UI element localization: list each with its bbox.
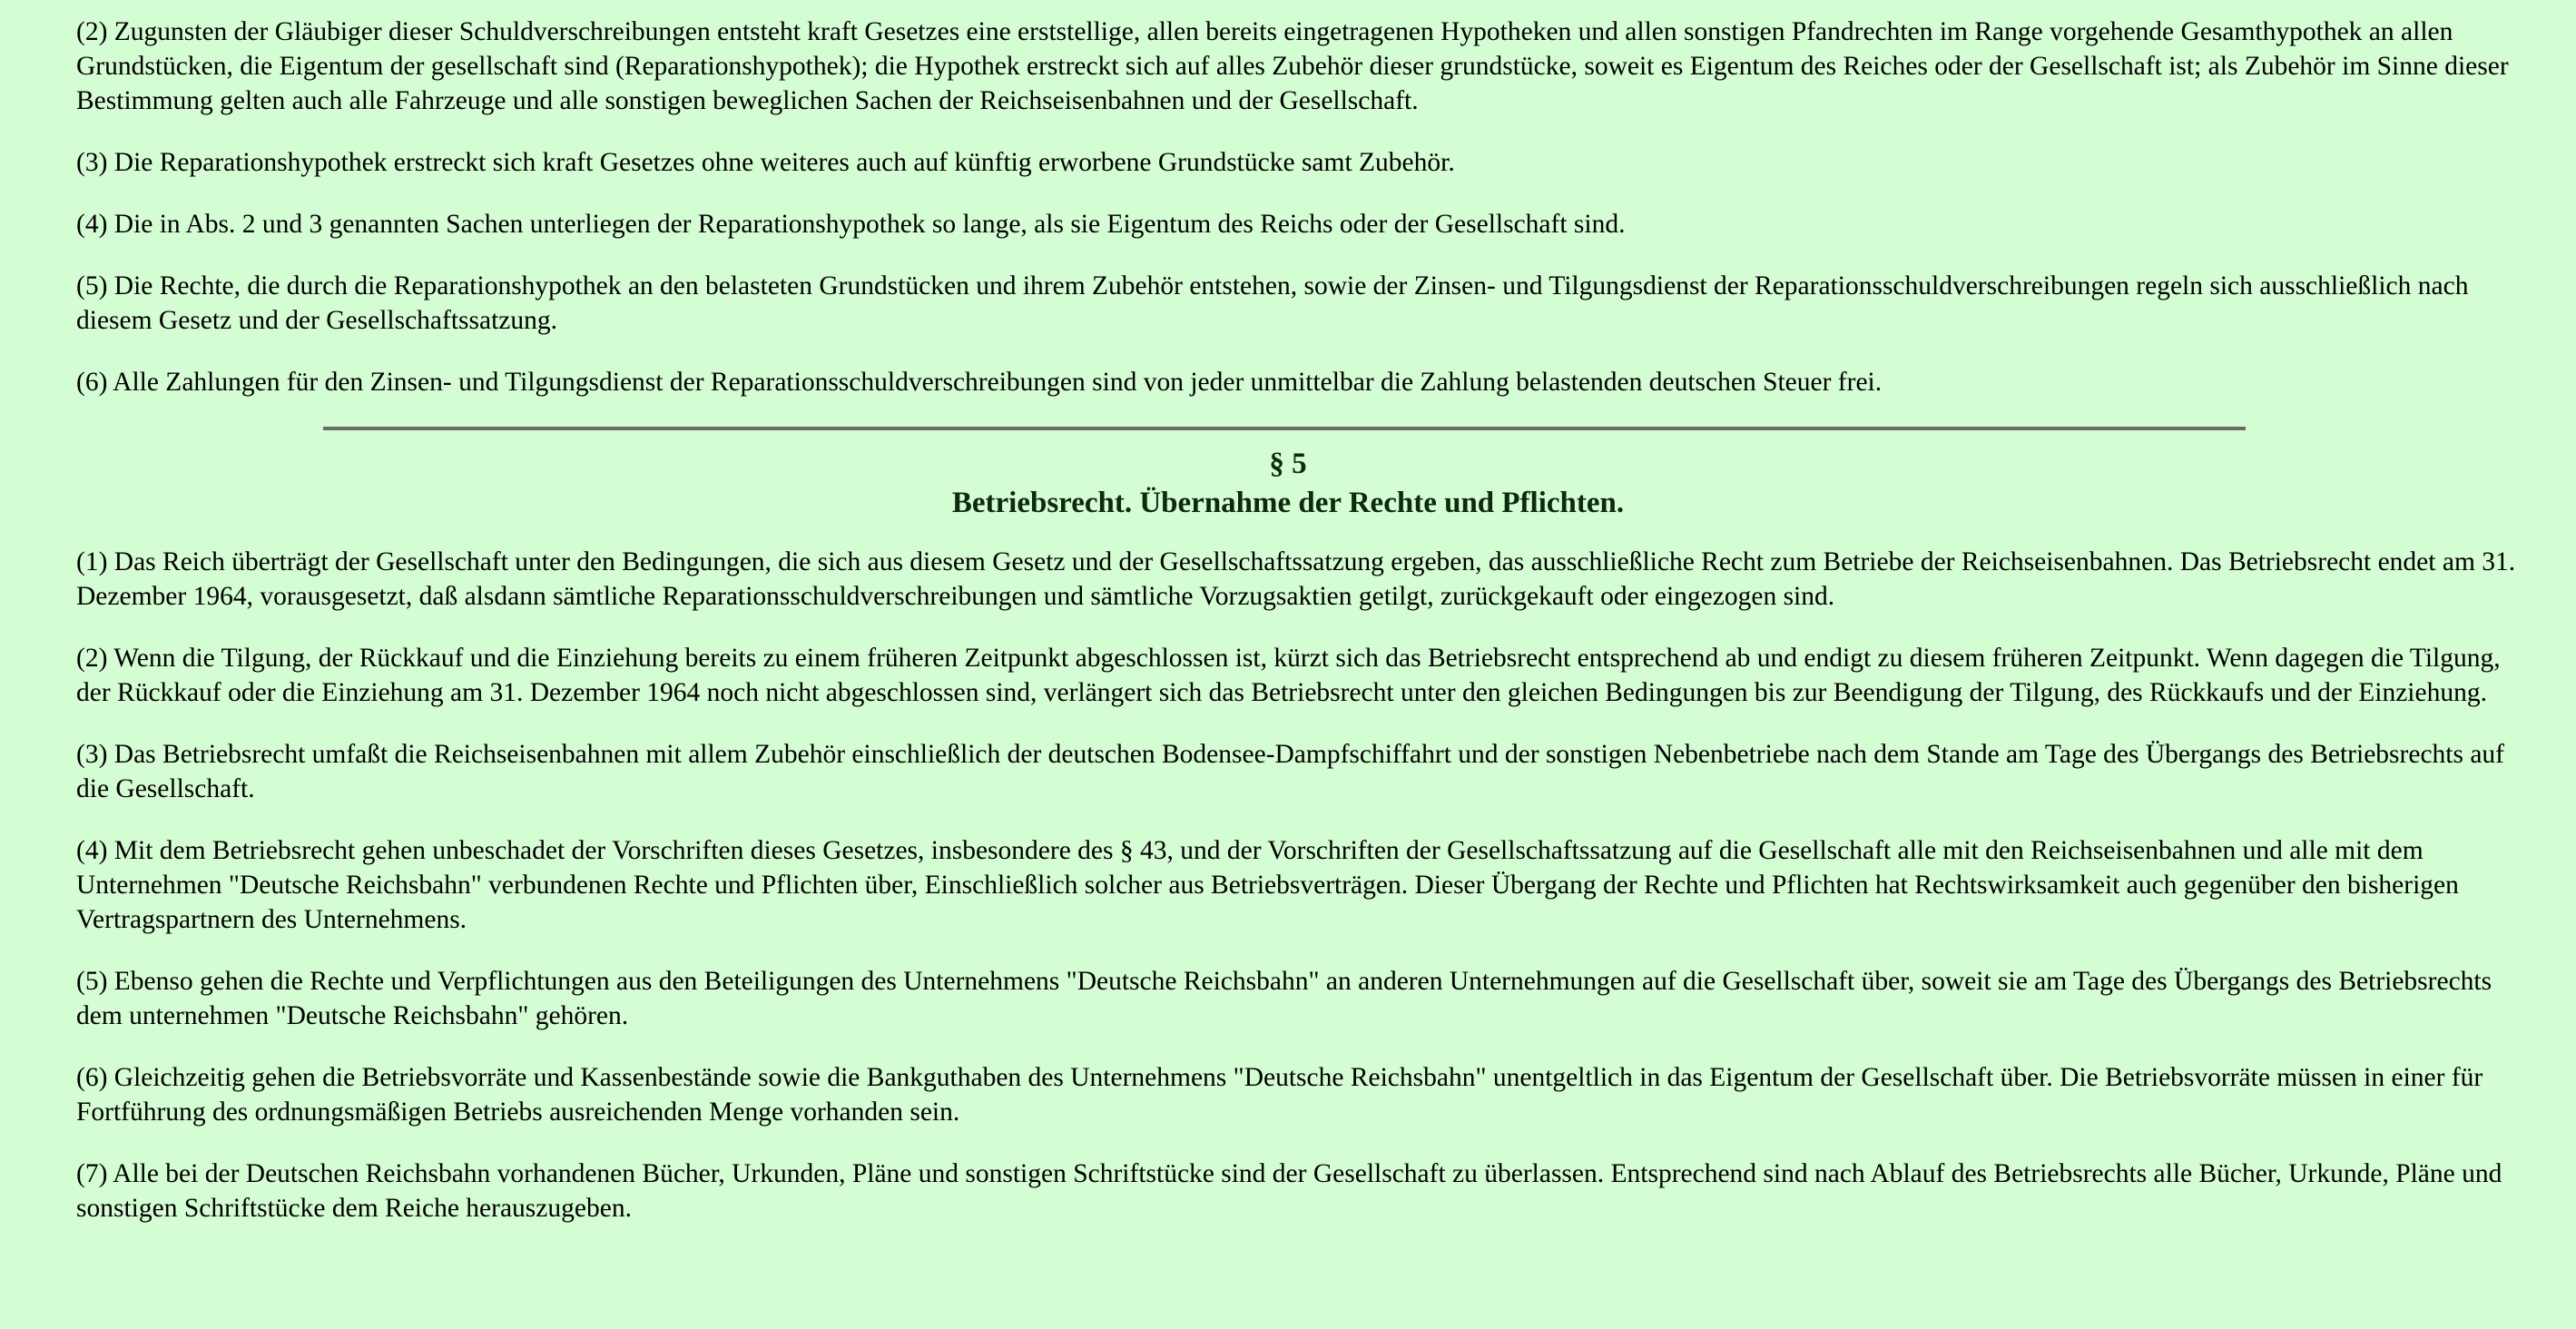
paragraph-s5-4: (4) Mit dem Betriebsrecht gehen unbeschadet der Vorschriften dieses Gesetzes, insbesondere des § 43, und der Vorschriften der Gesellschaftssatzung auf die Gesellschaft alle mit den Reichseisenbahnen und alle mit dem Unternehmen "Deutsche Reichsbahn" verbundenen Rechte und Pflichten über, Einschließlich solcher aus Betriebsverträgen. Dieser Übergang der Rechte und Pflichten hat Rechtswirksamkeit auch gegenüber den bisherigen Vertragspartnern des Unternehmens. — [76, 836, 2459, 934]
section-divider — [323, 427, 2246, 430]
paragraph-s5-2: (2) Wenn die Tilgung, der Rückkauf und die Einziehung bereits zu einem früheren Zeitpunkt abgeschlossen ist, kürzt sich das Betriebsrecht entsprechend ab und endigt zu diesem früheren Zeitpunkt. Wenn dagegen die Tilgung, der Rückkauf oder die Einziehung am 31. Dezember 1964 noch nicht abgeschlossen sind, verlängert sich das Betriebsrecht unter den gleichen Bedingungen bis zur Beendigung der Tilgung, des Rückkaufs und der Einziehung. — [76, 644, 2501, 707]
section-title: Betriebsrecht. Übernahme der Rechte und Pflichten. — [951, 487, 1625, 519]
paragraph-s5-6: (6) Gleichzeitig gehen die Betriebsvorräte und Kassenbestände sowie die Bankguthaben des Unternehmens "Deutsche Reichsbahn" unentgeltlich in das Eigentum der Gesellschaft über. Die Betriebsvorräte müssen in einer für Fortführung des ordnungsmäßigen Betriebs ausreichenden Menge vorhanden sein. — [76, 1063, 2483, 1127]
paragraph-s4-2: (2) Zugunsten der Gläubiger dieser Schuldverschreibungen entsteht kraft Gesetzes eine erststellige, allen bereits eingetragenen Hypotheken und allen sonstigen Pfandrechten im Range vorgehende Gesamthypothek an allen Grundstücken, die Eigentum der gesellschaft sind (Reparationshypothek); die Hypothek erstreckt sich auf alles Zubehör dieser grundstücke, soweit es Eigentum des Reiches oder der Gesellschaft ist; als Zubehör im Sinne dieser Bestimmung gelten auch alle Fahrzeuge und alle sonstigen beweglichen Sachen der Reichseisenbahnen und der Gesellschaft. — [76, 17, 2509, 115]
paragraph-s4-5: (5) Die Rechte, die durch die Reparationshypothek an den belasteten Grundstücken und ihrem Zubehör entstehen, sowie der Zinsen- und Tilgungsdienst der Reparationsschuldverschreibungen regeln sich ausschließlich nach diesem Gesetz und der Gesellschaftssatzung. — [76, 271, 2469, 335]
paragraph-s5-7: (7) Alle bei der Deutschen Reichsbahn vorhandenen Bücher, Urkunden, Pläne und sonstigen Schriftstücke sind der Gesellschaft zu überlassen. Entsprechend sind nach Ablauf des Betriebsrechts alle Bücher, Urkunde, Pläne und sonstigen Schriftstücke dem Reiche herauszugeben. — [76, 1159, 2502, 1223]
section-number: § 5 — [1269, 448, 1307, 480]
paragraph-s4-6: (6) Alle Zahlungen für den Zinsen- und Tilgungsdienst der Reparationsschuldverschreibungen sind von jeder unmittelbar die Zahlung belastenden deutschen Steuer frei. — [76, 368, 1883, 397]
paragraph-s4-3: (3) Die Reparationshypothek erstreckt sich kraft Gesetzes ohne weiteres auch auf künftig erworbene Grundstücke samt Zubehör. — [76, 148, 1455, 177]
paragraph-s5-3: (3) Das Betriebsrecht umfaßt die Reichseisenbahnen mit allem Zubehör einschließlich der deutschen Bodensee-Dampfschiffahrt und der sonstigen Nebenbetriebe nach dem Stande am Tage des Übergangs des Betriebsrechts auf die Gesellschaft. — [76, 740, 2505, 803]
paragraph-s4-4: (4) Die in Abs. 2 und 3 genannten Sachen unterliegen der Reparationshypothek so lange, als sie Eigentum des Reichs oder der Gesellschaft sind. — [76, 210, 1626, 239]
section-heading — [76, 445, 2522, 523]
paragraph-s5-5: (5) Ebenso gehen die Rechte und Verpflichtungen aus den Beteiligungen des Unternehmens "Deutsche Reichsbahn" an anderen Unternehmungen auf die Gesellschaft über, soweit sie am Tage des Übergangs des Betriebsrechts dem unternehmen "Deutsche Reichsbahn" gehören. — [76, 967, 2492, 1030]
paragraph-s5-1: (1) Das Reich überträgt der Gesellschaft unter den Bedingungen, die sich aus diesem Gesetz und der Gesellschaftssatzung ergeben, das ausschließliche Recht zum Betriebe der Reichseisenbahnen. Das Betriebsrecht endet am 31. Dezember 1964, vorausgesetzt, daß alsdann sämtliche Reparationsschuldverschreibungen und sämtliche Vorzugsaktien getilgt, zurückgekauft oder eingezogen sind. — [76, 547, 2516, 611]
